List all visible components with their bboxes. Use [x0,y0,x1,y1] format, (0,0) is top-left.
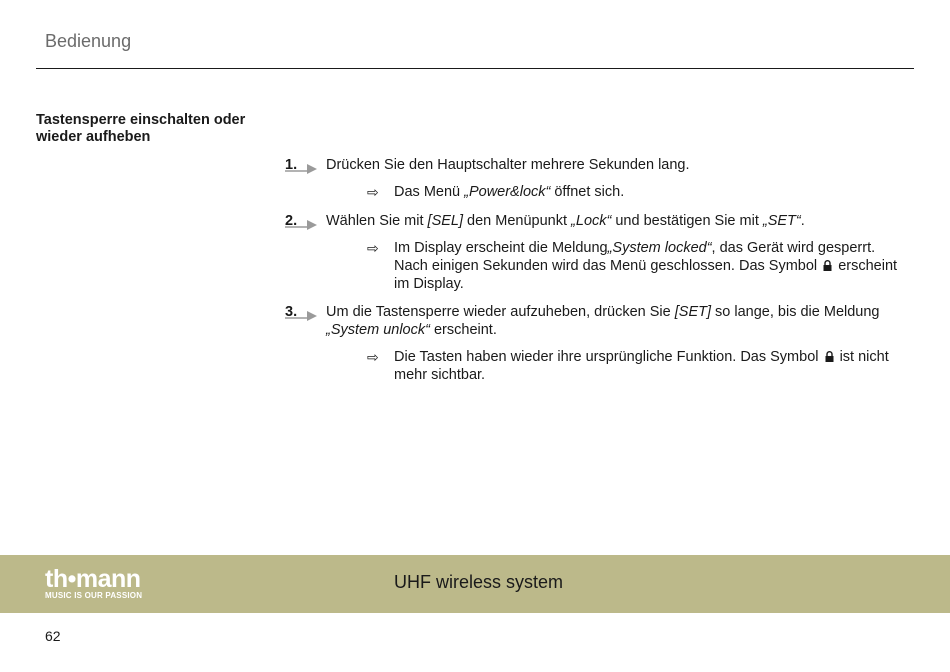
footer-band [0,555,950,613]
result-text: Die Tasten haben wieder ihre ursprüngliche Funktion. Das Symbol [394,349,819,365]
text-part: Um die Tastensperre wieder aufzuheben, drücken Sie [326,304,675,320]
step-number-label: 2. [285,213,298,229]
result-text-end: erscheint im Display. [394,258,898,292]
brand-tagline: MUSIC IS OUR PASSION [45,591,143,600]
step-number [285,156,317,174]
instruction-list [285,156,910,384]
menu-name: „Power&lock“ [464,184,551,200]
key-set: „SET“ [762,213,801,229]
key-set: [SET] [674,304,712,320]
step-text [326,303,910,339]
text-part: und bestätigen Sie mit [611,213,763,229]
step-number [285,303,317,321]
step-result [326,348,910,384]
result-arrow-icon: ⇨ [367,184,379,200]
page-number: 62 [45,628,61,644]
display-message: „System locked“ [607,240,712,256]
header-rule [36,68,914,69]
step-result [326,239,910,293]
result-text: , das Gerät wird gesperrt. Nach einigen Sekunden wird das Menü geschlossen. Das Symbol [394,240,876,274]
step-number-label: 3. [285,304,298,320]
step-number-label: 1. [285,157,298,173]
result-text-end: öffnet sich. [550,184,625,200]
step-arrow-icon [285,218,319,230]
text-part: den Menüpunkt [463,213,572,229]
key-sel: [SEL] [427,213,464,229]
step-3 [285,303,910,384]
menu-item-lock: „Lock“ [571,213,612,229]
step-result [326,183,910,201]
text-part: . [800,213,805,229]
text-part: erscheint. [429,322,497,338]
result-arrow-icon: ⇨ [367,240,379,256]
step-text [326,212,910,230]
text-part: so lange, bis die Meldung [711,304,880,320]
step-text: Drücken Sie den Hauptschalter mehrere Sekunden lang. [326,157,690,173]
brand-name: th•mann [45,565,141,593]
result-text: Im Display erscheint die Meldung [394,240,608,256]
step-arrow-icon [285,162,319,174]
step-2 [285,212,910,293]
brand-logo [45,567,142,601]
lock-icon [825,351,834,362]
lock-icon [823,260,832,271]
result-text-end: ist nicht mehr sichtbar. [394,349,889,383]
result-arrow-icon: ⇨ [367,349,379,365]
result-text: Das Menü [394,184,465,200]
step-number [285,212,317,230]
topic-heading: Tastensperre einschalten oder wieder aufheben [36,112,246,145]
display-message: „System unlock“ [326,322,430,338]
text-part: Wählen Sie mit [326,213,428,229]
section-header: Bedienung [45,31,132,51]
step-1 [285,156,910,201]
product-name: UHF wireless system [394,572,564,592]
step-arrow-icon [285,309,319,321]
